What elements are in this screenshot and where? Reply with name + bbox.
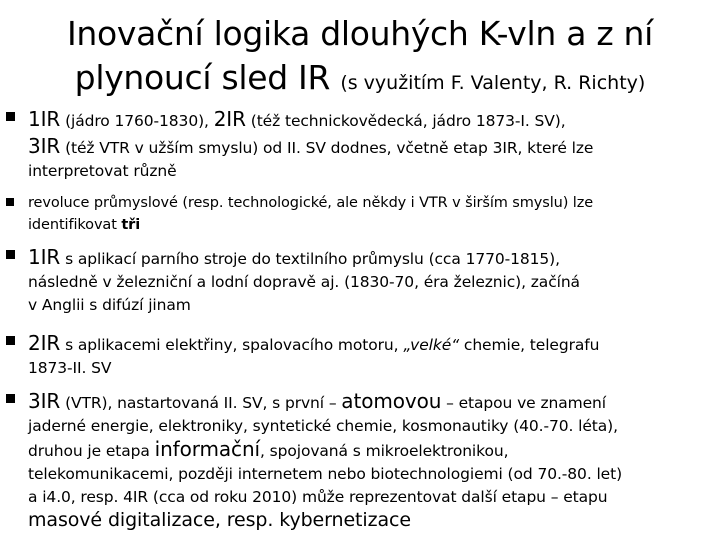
bullet-square-icon (6, 394, 15, 403)
emphasis-atomovou: atomovou (341, 389, 442, 413)
emphasis-digitalizace: masové digitalizace, resp. kybernetizace (28, 509, 411, 531)
text: , spojovaná s mikroelektronikou, (260, 442, 509, 460)
bullet-5-line-3 (28, 438, 698, 463)
bullet-2 (28, 192, 698, 236)
title-line-2 (0, 56, 720, 105)
text: (též technickovědecká, jádro 1873-I. SV), (250, 112, 566, 130)
text: druhou je etapa (28, 442, 150, 460)
bullet-1 (28, 108, 698, 183)
label-1ir: 1IR (28, 107, 61, 131)
text: chemie, telegrafu (463, 336, 600, 354)
bullet-5 (28, 390, 698, 532)
bullet-1-line-1 (28, 108, 698, 133)
bullet-4-line-2: 1873-II. SV (28, 359, 112, 377)
bullet-square-icon (6, 336, 15, 345)
label-2ir: 2IR (213, 107, 246, 131)
bullet-2-line-1: revoluce průmyslové (resp. technologické, ale někdy i VTR v širším smyslu) lze (28, 195, 594, 211)
bullet-1-line-3: interpretovat různě (28, 162, 177, 180)
text: (VTR), nastartovaná II. SV, s první – (65, 394, 337, 412)
emphasis-informacni: informační (154, 437, 260, 461)
label-2ir: 2IR (28, 331, 61, 355)
label-3ir: 3IR (28, 389, 61, 413)
bullet-2-line-2 (28, 214, 698, 236)
bullet-5-line-1 (28, 390, 698, 415)
label-3ir: 3IR (28, 134, 61, 158)
text: s aplikací parního stroje do textilního průmyslu (cca 1770-1815), (65, 250, 560, 268)
bullet-3 (28, 246, 698, 317)
slide-title (0, 12, 720, 105)
bullet-4-line-1 (28, 332, 698, 357)
bullet-5-line-4: telekomunikacemi, později internetem nebo biotechnologiemi (od 70.-80. let) (28, 465, 623, 483)
text: s aplikacemi elektřiny, spalovacího motoru, (65, 336, 399, 354)
title-main: plynoucí sled IR (74, 58, 331, 97)
bullet-1-line-2 (28, 135, 698, 160)
bullet-3-line-3: v Anglii s difúzí jinam (28, 296, 191, 314)
bullet-3-line-2: následně v železniční a lodní dopravě aj. (1830-70, éra železnic), začíná (28, 273, 580, 291)
bullet-square-icon (6, 198, 14, 206)
bullet-square-icon (6, 112, 15, 121)
text: (též VTR v užším smyslu) od II. SV dodnes, včetně etap 3IR, které lze (65, 139, 594, 157)
label-1ir: 1IR (28, 245, 61, 269)
text: (jádro 1760-1830), (65, 112, 209, 130)
bullet-5-line-2: jaderné energie, elektroniky, syntetické chemie, kosmonautiky (40.-70. léta), (28, 417, 618, 435)
emphasis-velke: „velké“ (403, 336, 460, 354)
bullet-5-line-5: a i4.0, resp. 4IR (cca od roku 2010) může reprezentovat další etapu – etapu (28, 488, 608, 506)
bullet-4 (28, 332, 698, 380)
text: – etapou ve znamení (446, 394, 606, 412)
title-line-1: Inovační logika dlouhých K-vln a z ní (66, 14, 654, 53)
emphasis-tri: tři (121, 217, 141, 233)
text: identifikovat (28, 217, 117, 233)
title-subtitle: (s využitím F. Valenty, R. Richty) (340, 72, 646, 94)
bullet-square-icon (6, 250, 15, 259)
bullet-3-line-1 (28, 246, 698, 271)
